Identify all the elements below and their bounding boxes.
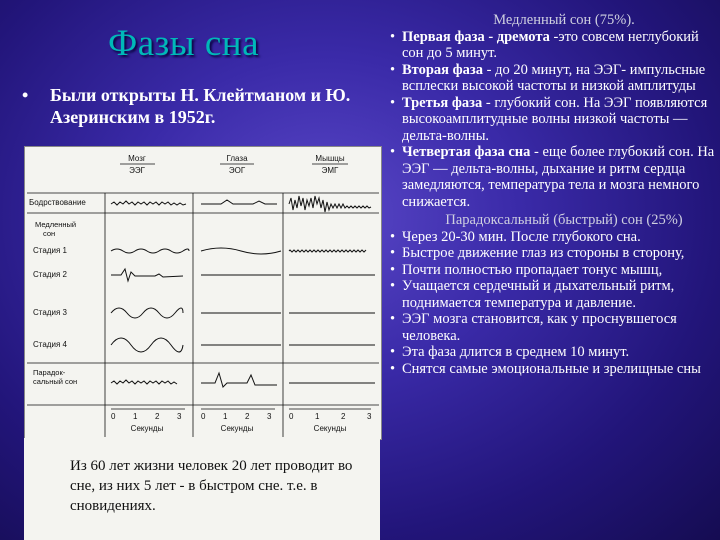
slow-sleep-item bbox=[388, 29, 720, 62]
item-text: Быстрое движение глаз из стороны в сторону, bbox=[402, 245, 685, 261]
fast-sleep-list bbox=[388, 229, 720, 378]
item-label: Вторая фаза bbox=[402, 61, 483, 78]
tick-1-emg: 1 bbox=[315, 412, 320, 421]
item-text: ЭЭГ мозга становится, как у проснувшегося человека. bbox=[402, 311, 677, 344]
slow-sleep-item bbox=[388, 144, 720, 210]
row-label-paradoxical-sleep: Парадок-сальный сон bbox=[33, 368, 78, 386]
intro-text: Были открыты Н. Клейтманом и Ю. Азеринским в 1952г. bbox=[50, 85, 351, 127]
item-text: - до 20 минут, на ЭЭГ- импульсные всплески высокой частоты и низкой амплитуды bbox=[402, 61, 706, 94]
fast-sleep-item bbox=[388, 278, 720, 311]
sleep-stages-diagram bbox=[24, 146, 382, 440]
tick-1-eog: 1 bbox=[223, 412, 228, 421]
slide-title: Фазы сна bbox=[108, 23, 260, 64]
row-label-stage-3: Стадия 3 bbox=[33, 308, 67, 317]
tick-2-emg: 2 bbox=[341, 412, 346, 421]
col-subheader-eeg: ЭЭГ bbox=[129, 166, 145, 175]
fast-sleep-heading: Парадоксальный (быстрый) сон (25%) bbox=[445, 212, 683, 228]
col-header-eyes: Глаза bbox=[226, 154, 248, 163]
bullet-icon: • bbox=[390, 61, 396, 78]
row-label-stage-1: Стадия 1 bbox=[33, 246, 67, 255]
slow-sleep-heading: Медленный сон (75%). bbox=[493, 12, 635, 28]
axis-label-eog: Секунды bbox=[220, 424, 254, 433]
fast-sleep-item bbox=[388, 245, 720, 262]
col-subheader-emg: ЭМГ bbox=[321, 166, 339, 175]
bullet-icon: • bbox=[390, 278, 396, 294]
slow-sleep-list bbox=[388, 29, 720, 211]
bullet-icon: • bbox=[390, 311, 396, 327]
tick-0-emg: 0 bbox=[289, 412, 294, 421]
slow-sleep-item bbox=[388, 62, 720, 95]
trace-eeg-stage2 bbox=[111, 269, 183, 281]
trace-eog-awake bbox=[201, 200, 277, 204]
row-label-stage-2: Стадия 2 bbox=[33, 270, 67, 279]
item-label: Третья фаза bbox=[402, 94, 483, 111]
fast-sleep-item bbox=[388, 361, 720, 378]
col-subheader-eog: ЭОГ bbox=[228, 166, 246, 175]
tick-1: 1 bbox=[133, 412, 138, 421]
trace-eog-stage1 bbox=[201, 248, 281, 254]
bullet-icon: • bbox=[390, 144, 396, 160]
diagram-svg bbox=[25, 147, 381, 439]
tick-3: 3 bbox=[177, 412, 182, 421]
col-header-brain: Мозг bbox=[128, 154, 146, 163]
trace-emg-stage1 bbox=[289, 250, 366, 252]
item-text: Через 20-30 мин. После глубокого сна. bbox=[402, 228, 641, 245]
bullet-icon: • bbox=[390, 360, 396, 377]
bullet-icon: • bbox=[390, 94, 396, 111]
tick-2: 2 bbox=[155, 412, 160, 421]
bullet-icon: • bbox=[22, 85, 29, 105]
row-label-awake: Бодрствование bbox=[29, 198, 86, 207]
tick-3-eog: 3 bbox=[267, 412, 272, 421]
bullet-icon: • bbox=[390, 228, 396, 245]
item-text: - еще более глубокий сон. На ЭЭГ — дельта-волны, дыхание и ритм сердца замедляются, температура тела и мозга немного снижается. bbox=[402, 144, 715, 210]
trace-emg-awake bbox=[289, 196, 371, 212]
trace-eeg-stage4 bbox=[111, 338, 183, 352]
bullet-icon: • bbox=[390, 261, 396, 278]
row-label-slow-sleep: Медленный сон bbox=[35, 220, 77, 238]
item-text: Почти полностью пропадает тонус мышц, bbox=[402, 261, 663, 278]
trace-eeg-stage1 bbox=[111, 249, 189, 253]
fast-sleep-item bbox=[388, 344, 720, 361]
tick-0-eog: 0 bbox=[201, 412, 206, 421]
tick-3-emg: 3 bbox=[367, 412, 372, 421]
trace-eeg-awake bbox=[111, 201, 186, 205]
fast-sleep-item bbox=[388, 311, 720, 344]
tick-0: 0 bbox=[111, 412, 116, 421]
fast-sleep-item bbox=[388, 229, 720, 246]
axis-label-eeg: Секунды bbox=[130, 424, 164, 433]
bullet-icon: • bbox=[390, 245, 396, 261]
item-label: Первая фаза - дремота bbox=[402, 28, 550, 45]
axis-label-emg: Секунды bbox=[313, 424, 347, 433]
trace-eeg-rem bbox=[111, 380, 177, 384]
intro-paragraph bbox=[22, 84, 392, 128]
item-text: Снятся самые эмоциональные и зрелищные сны bbox=[402, 360, 701, 377]
item-text: - глубокий сон. На ЭЭГ появляются высокоамплитудные волны низкой частоты — дельта-волны. bbox=[402, 94, 708, 144]
trace-eog-rem bbox=[201, 373, 277, 387]
trace-eeg-stage3 bbox=[111, 308, 183, 318]
bullet-icon: • bbox=[390, 28, 396, 45]
slow-sleep-item bbox=[388, 95, 720, 145]
caption-text: Из 60 лет жизни человек 20 лет проводит во сне, из них 5 лет - в быстром сне. т.е. в сновидениях. bbox=[24, 438, 380, 540]
row-label-stage-4: Стадия 4 bbox=[33, 340, 67, 349]
item-text: Учащается сердечный и дыхательный ритм, поднимается температура и давление. bbox=[402, 278, 675, 311]
bullet-icon: • bbox=[390, 344, 396, 360]
item-label: Четвертая фаза сна bbox=[402, 144, 531, 160]
right-column bbox=[388, 12, 720, 377]
col-header-muscles: Мышцы bbox=[315, 154, 345, 163]
tick-2-eog: 2 bbox=[245, 412, 250, 421]
item-text: -это совсем неглубокий сон до 5 минут. bbox=[402, 28, 699, 61]
fast-sleep-item bbox=[388, 262, 720, 279]
item-text: Эта фаза длится в среднем 10 минут. bbox=[402, 344, 630, 360]
